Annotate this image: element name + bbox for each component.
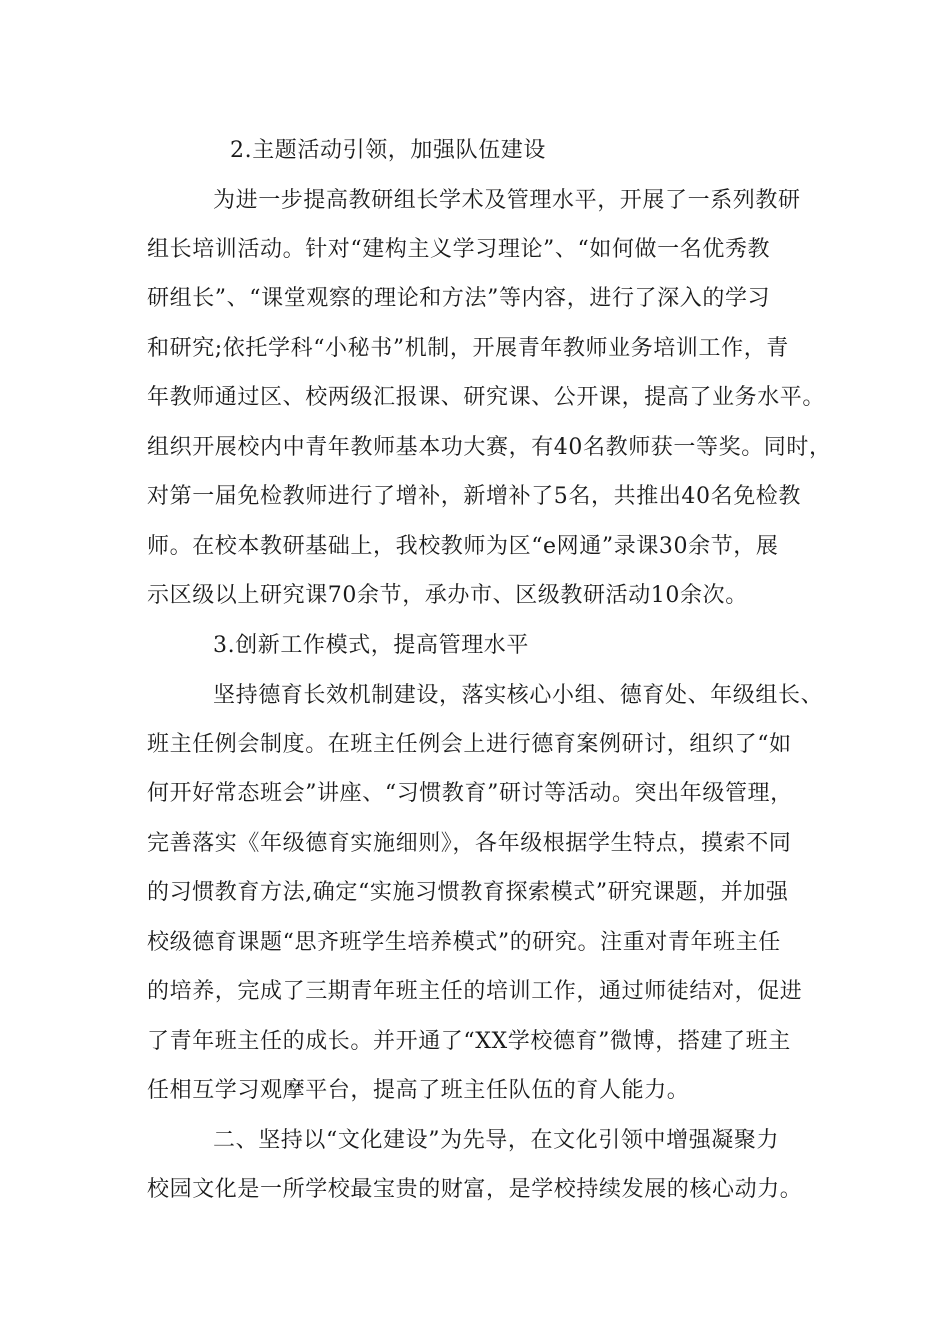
paragraph-1-line-2: 组长培训活动。针对“建构主义学习理论”、“如何做一名优秀教 [147, 237, 771, 262]
paragraph-2-line-4: 完善落实《年级德育实施细则》，各年级根据学生特点，摸索不同 [147, 831, 792, 856]
paragraph-2-line-8: 了青年班主任的成长。并开通了“XX学校德育”微博，搭建了班主 [147, 1029, 791, 1054]
paragraph-1-line-7: 对第一届免检教师进行了增补，新增补了5名，共推出40名免检教 [147, 484, 801, 509]
paragraph-2-line-3: 何开好常态班会”讲座、“习惯教育”研讨等活动。突出年级管理， [147, 781, 793, 806]
subheading-3: 3.创新工作模式，提高管理水平 [213, 633, 529, 658]
paragraph-1-line-4: 和研究;依托学科“小秘书”机制，开展青年教师业务培训工作，青 [147, 336, 789, 361]
paragraph-1-line-9: 示区级以上研究课70余节，承办市、区级教研活动10余次。 [147, 583, 748, 608]
section-2-title: 二、坚持以“文化建设”为先导，在文化引领中增强凝聚力 [213, 1128, 780, 1153]
paragraph-2-line-9: 任相互学习观摩平台，提高了班主任队伍的育人能力。 [147, 1078, 690, 1103]
subheading-2: 2.主题活动引领，加强队伍建设 [230, 138, 546, 163]
paragraph-2-line-2: 班主任例会制度。在班主任例会上进行德育案例研讨，组织了“如 [147, 732, 792, 757]
paragraph-1-line-3: 研组长”、“课堂观察的理论和方法”等内容，进行了深入的学习 [147, 286, 771, 311]
paragraph-1-line-8: 师。在校本教研基础上，我校教师为区“e网通”录课30余节，展 [147, 534, 779, 559]
paragraph-3-line-1: 校园文化是一所学校最宝贵的财富，是学校持续发展的核心动力。 [147, 1177, 803, 1202]
paragraph-2-line-1: 坚持德育长效机制建设，落实核心小组、德育处、年级组长、 [213, 683, 824, 708]
paragraph-2-line-7: 的培养，完成了三期青年班主任的培训工作，通过师徒结对，促进 [147, 979, 803, 1004]
paragraph-2-line-6: 校级德育课题“思齐班学生培养模式”的研究。注重对青年班主任 [147, 930, 781, 955]
paragraph-1-line-5: 年教师通过区、校两级汇报课、研究课、公开课，提高了业务水平。 [147, 385, 826, 410]
paragraph-1-line-6: 组织开展校内中青年教师基本功大赛，有40名教师获一等奖。同时， [147, 435, 832, 460]
paragraph-2-line-5: 的习惯教育方法,确定“实施习惯教育探索模式”研究课题，并加强 [147, 880, 789, 905]
paragraph-1-line-1: 为进一步提高教研组长学术及管理水平，开展了一系列教研 [213, 188, 801, 213]
